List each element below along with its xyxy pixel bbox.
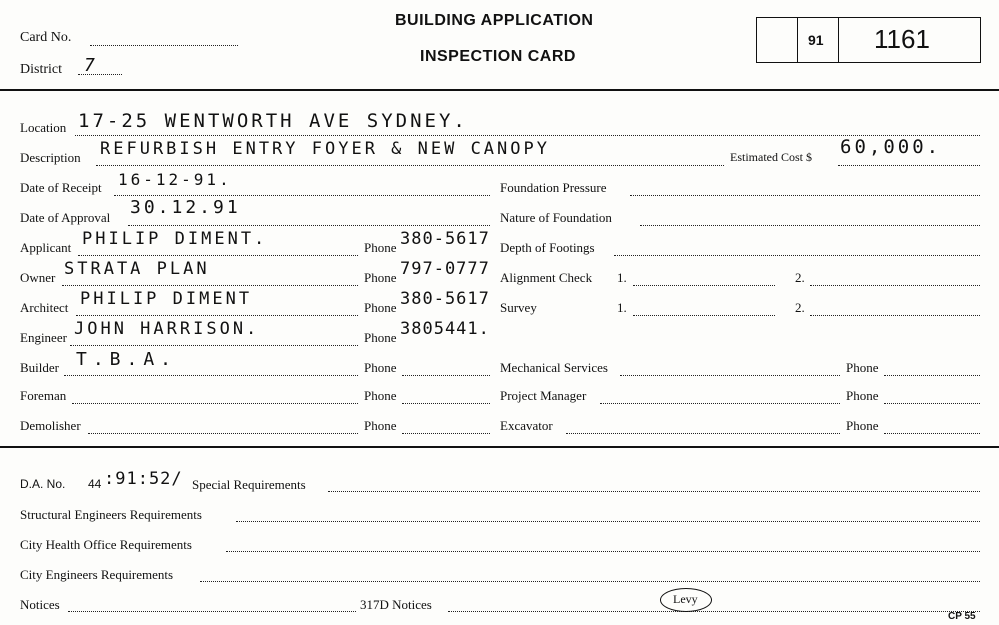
project-manager-phone-label: Phone <box>846 388 879 403</box>
excavator-line <box>566 433 840 434</box>
levy-stamp <box>660 588 712 612</box>
card-no-label: Card No. <box>20 30 72 45</box>
engineers-line <box>200 581 980 582</box>
notices-317d-line <box>448 611 980 612</box>
demolisher-line <box>88 433 358 434</box>
demolisher-phone-line <box>402 433 490 434</box>
applicant-phone-label: Phone <box>364 240 397 255</box>
owner-phone: 797-0777 <box>400 259 490 279</box>
survey-line-2 <box>810 315 980 316</box>
foreman-phone-label: Phone <box>364 388 397 403</box>
description-value: REFURBISH ENTRY FOYER & NEW CANOPY <box>100 139 550 159</box>
applicant-line <box>78 255 358 256</box>
mechanical-line <box>620 375 840 376</box>
da-value: :91:52/ <box>104 469 183 489</box>
architect-phone-label: Phone <box>364 300 397 315</box>
architect-label: Architect <box>20 300 69 315</box>
notices-label: Notices <box>20 597 60 612</box>
engineer-line <box>70 345 358 346</box>
excavator-phone-line <box>884 433 980 434</box>
health-label: City Health Office Requirements <box>20 537 192 552</box>
owner-line <box>62 285 358 286</box>
project-manager-phone-line <box>884 403 980 404</box>
district-label: District <box>20 62 62 77</box>
number-box-year <box>796 17 839 63</box>
special-requirements-label: Special Requirements <box>192 477 306 492</box>
mechanical-phone-line <box>884 375 980 376</box>
section-divider <box>0 446 999 448</box>
date-receipt-label: Date of Receipt <box>20 180 102 195</box>
health-line <box>226 551 980 552</box>
builder-line <box>64 375 358 376</box>
location-label: Location <box>20 120 67 135</box>
description-line <box>96 165 724 166</box>
applicant-value: PHILIP DIMENT. <box>82 229 268 249</box>
engineers-label: City Engineers Requirements <box>20 567 174 582</box>
structural-label: Structural Engineers Requirements <box>20 507 202 522</box>
alignment-check-2: 2. <box>795 270 805 285</box>
nature-foundation-label: Nature of Foundation <box>500 210 612 225</box>
title-line2: INSPECTION CARD <box>420 48 576 65</box>
project-manager-line <box>600 403 840 404</box>
estimated-cost-label: Estimated Cost $ <box>730 150 812 164</box>
project-manager-label: Project Manager <box>500 388 587 403</box>
estimated-cost-line <box>838 165 980 166</box>
demolisher-label: Demolisher <box>20 418 81 433</box>
title-line1: BUILDING APPLICATION <box>395 12 594 29</box>
engineer-label: Engineer <box>20 330 67 345</box>
date-receipt-line <box>114 195 490 196</box>
description-label: Description <box>20 150 81 165</box>
engineer-value: JOHN HARRISON. <box>74 319 260 339</box>
notices-317d-label: 317D Notices <box>360 597 432 612</box>
engineer-phone: 3805441. <box>400 319 490 339</box>
card-no-line <box>90 45 238 46</box>
survey-check-1: 1. <box>617 300 627 315</box>
foreman-phone-line <box>402 403 490 404</box>
architect-value: PHILIP DIMENT <box>80 289 253 309</box>
mechanical-phone-label: Phone <box>846 360 879 375</box>
builder-label: Builder <box>20 360 59 375</box>
demolisher-phone-label: Phone <box>364 418 397 433</box>
special-requirements-line <box>328 491 980 492</box>
district-value: 7 <box>84 55 97 76</box>
applicant-phone: 380-5617 <box>400 229 490 249</box>
structural-line <box>236 521 980 522</box>
alignment-line-1 <box>633 285 775 286</box>
depth-footings-line <box>614 255 980 256</box>
excavator-phone-label: Phone <box>846 418 879 433</box>
date-approval-label: Date of Approval <box>20 210 111 225</box>
builder-phone-line <box>402 375 490 376</box>
form-code: CP 55 <box>948 611 976 622</box>
estimated-cost-value: 60,000. <box>840 136 942 158</box>
number-box-number <box>838 17 981 63</box>
alignment-check-1: 1. <box>617 270 627 285</box>
survey-label: Survey <box>500 300 537 315</box>
builder-phone-label: Phone <box>364 360 397 375</box>
architect-phone: 380-5617 <box>400 289 490 309</box>
excavator-label: Excavator <box>500 418 553 433</box>
applicant-label: Applicant <box>20 240 72 255</box>
da-label: D.A. No. <box>20 477 66 491</box>
architect-line <box>76 315 358 316</box>
number-box-left <box>756 17 798 63</box>
levy-stamp-text: Levy <box>673 592 698 606</box>
owner-value: STRATA PLAN <box>64 259 210 279</box>
notices-line <box>68 611 356 612</box>
location-value: 17-25 WENTWORTH AVE SYDNEY. <box>78 110 468 132</box>
survey-check-2: 2. <box>795 300 805 315</box>
date-receipt-value: 16-12-91. <box>118 170 232 189</box>
box-number-value: 1161 <box>874 24 930 54</box>
foundation-pressure-label: Foundation Pressure <box>500 180 607 195</box>
date-approval-value: 30.12.91 <box>130 197 241 218</box>
owner-label: Owner <box>20 270 56 285</box>
header-divider <box>0 89 999 91</box>
mechanical-label: Mechanical Services <box>500 360 608 375</box>
da-prefix: 44 <box>88 477 102 491</box>
depth-footings-label: Depth of Footings <box>500 240 595 255</box>
builder-value: T.B.A. <box>76 349 178 370</box>
engineer-phone-label: Phone <box>364 330 397 345</box>
district-line <box>78 74 122 75</box>
date-approval-line <box>128 225 490 226</box>
foreman-line <box>72 403 358 404</box>
survey-line-1 <box>633 315 775 316</box>
owner-phone-label: Phone <box>364 270 397 285</box>
alignment-label: Alignment Check <box>500 270 593 285</box>
foundation-pressure-line <box>630 195 980 196</box>
nature-foundation-line <box>640 225 980 226</box>
box-year-value: 91 <box>808 32 824 48</box>
alignment-line-2 <box>810 285 980 286</box>
foreman-label: Foreman <box>20 388 67 403</box>
